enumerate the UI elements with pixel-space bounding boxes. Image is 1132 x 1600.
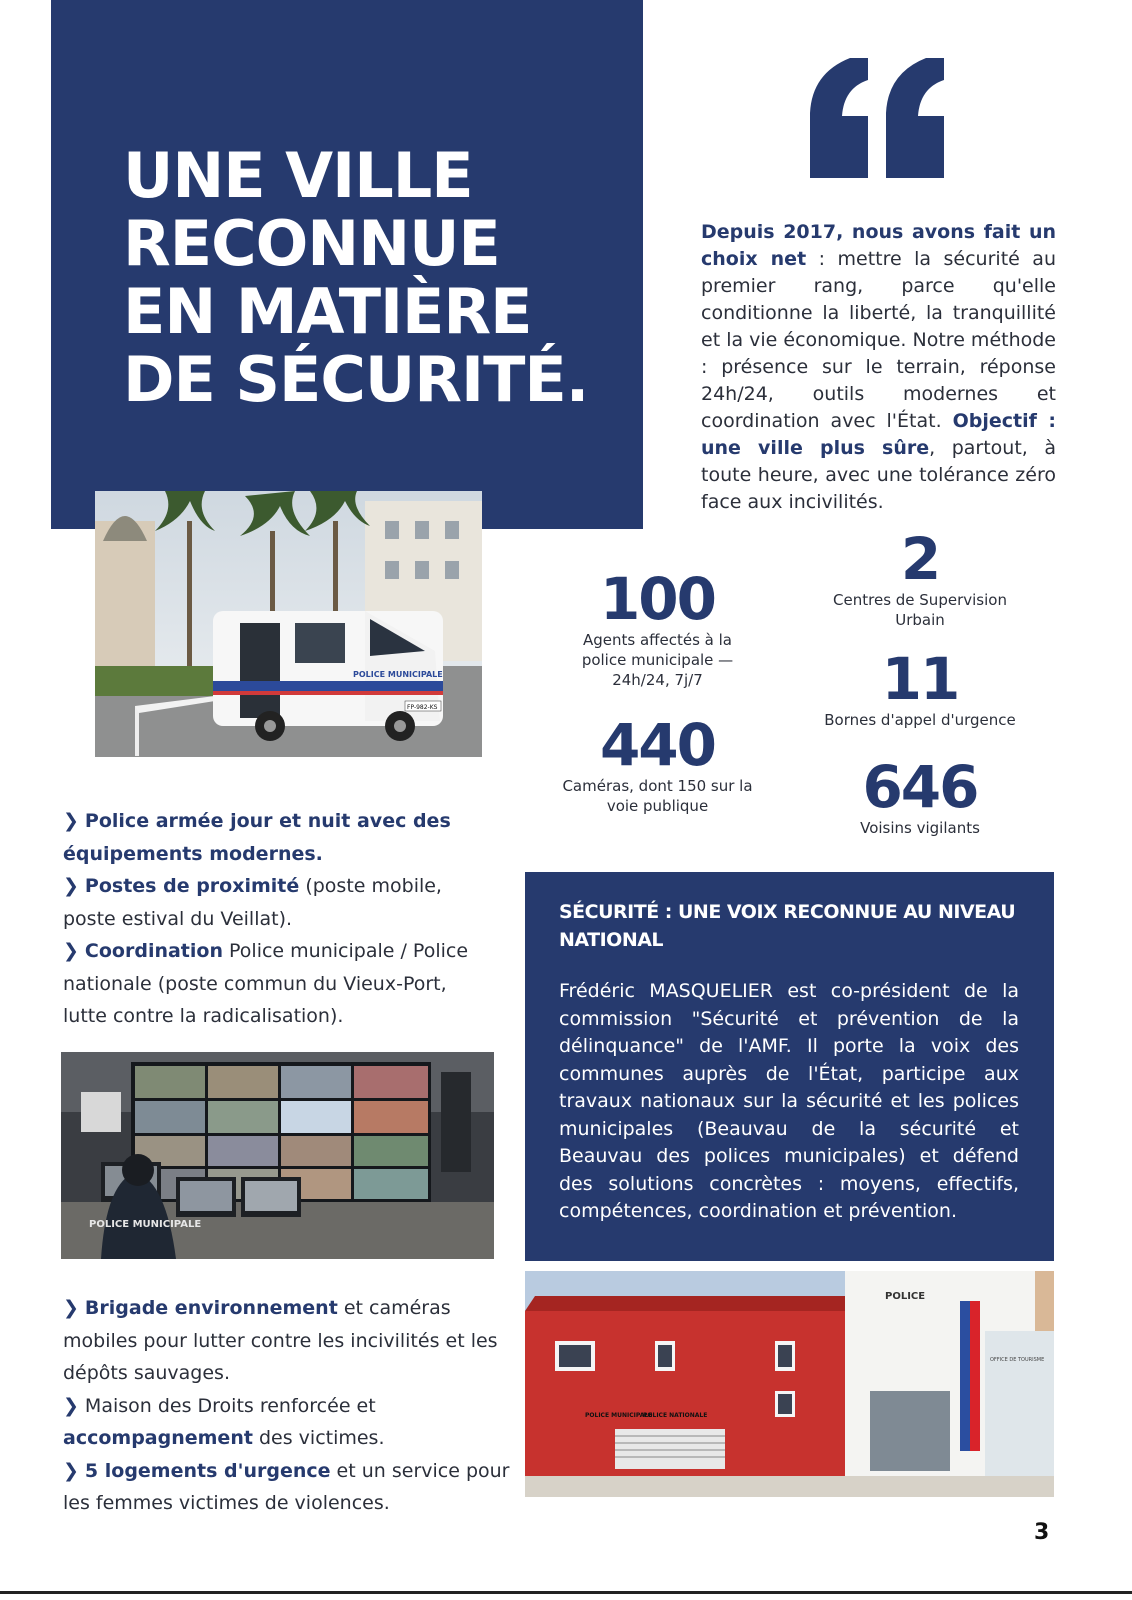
stat-value: 11: [881, 645, 959, 713]
station-label-municipale: POLICE MUNICIPALE: [585, 1412, 653, 1419]
stat-cameras: [555, 711, 760, 816]
list-item-text: et caméras mobiles pour lutter contre les incivilités et les dépôts sauvages.: [63, 1297, 498, 1384]
bottom-border: [0, 1591, 1132, 1594]
chevron-right-icon: ❯: [63, 1297, 79, 1319]
chevron-right-icon: ❯: [63, 1394, 79, 1417]
list-item: [63, 870, 495, 935]
stat-label: Caméras, dont 150 sur la voie publique: [562, 777, 753, 815]
stat-value: 646: [862, 753, 978, 821]
list-item-bold: Postes de proximité: [84, 875, 300, 897]
page-number: 3: [1034, 1520, 1050, 1545]
station-sign: POLICE: [885, 1291, 926, 1302]
national-title: SÉCURITÉ : UNE VOIX RECONNUE AU NIVEAU NATIONAL: [559, 901, 1016, 951]
intro-bold: Objectif : une ville plus sûre: [701, 410, 1056, 459]
stat-voisins: [820, 753, 1020, 838]
list-item-text: Police municipale / Police nationale (poste commun du Vieux-Port, lutte contre la radicalisation).: [63, 940, 469, 1027]
stat-label: Agents affectés à la police municipale — 24h/24, 7j/7: [581, 631, 734, 689]
list-item-text: des victimes.: [252, 1427, 385, 1449]
title-line: EN MATIÈRE: [123, 275, 532, 348]
quote-mark-icon: [810, 58, 945, 178]
title-line: UNE VILLE: [123, 139, 473, 212]
intro-text: , partout, à toute heure, avec une tolérance zéro face aux incivilités.: [701, 437, 1056, 513]
intro-text: : mettre la sécurité au premier rang, parce qu'elle conditionne la liberté, la tranquillité et la vie économique. Notre méthode : présence sur le terrain, réponse 24h/24, outils modernes et coordination avec l'État.: [701, 248, 1056, 432]
stat-agents: [560, 565, 755, 690]
stat-bornes: [820, 645, 1020, 730]
page-title: [123, 139, 623, 416]
chevron-right-icon: ❯: [63, 1459, 79, 1482]
police-van-photo: [95, 491, 482, 757]
title-line: RECONNUE: [123, 207, 500, 280]
list-item-text: (poste mobile, poste estival du Veillat).: [63, 875, 442, 930]
control-room-photo: [61, 1052, 494, 1259]
list-item-bold: accompagnement: [63, 1427, 253, 1449]
list-item-bold: 5 logements d'urgence: [84, 1459, 331, 1482]
station-label-nationale: POLICE NATIONALE: [643, 1412, 708, 1419]
van-label: POLICE MUNICIPALE: [353, 670, 443, 679]
list-item: [63, 1292, 518, 1390]
intro-paragraph: [701, 219, 1056, 516]
intro-bold: Depuis 2017, nous avons fait un choix net: [701, 221, 1056, 270]
title-line: DE SÉCURITÉ.: [123, 343, 589, 416]
list-item-text: Maison des Droits renforcée et: [84, 1394, 376, 1417]
stat-value: 2: [900, 525, 940, 593]
police-station-photo: [525, 1271, 1054, 1497]
chevron-right-icon: ❯: [63, 810, 79, 832]
list-item-bold: Coordination: [84, 940, 223, 962]
stat-centres: [820, 525, 1020, 630]
stat-value: 440: [599, 711, 716, 779]
office-sign: OFFICE DE TOURISME: [990, 1357, 1045, 1363]
stat-value: 100: [599, 565, 716, 633]
list-item: [63, 1455, 518, 1520]
list-item: [63, 935, 495, 1033]
measures-list-2: [63, 1292, 518, 1520]
national-body: Frédéric MASQUELIER est co-président de la commission "Sécurité et prévention de la délinquance" de l'AMF. Il porte la voix des communes auprès de l'État, participe aux travaux nationaux sur la sécurité et les polices municipales (Beauvau de la sécurité et Beauvau des polices municipales) et défend des solutions concrètes : moyens, effectifs, compétences, coordination et prévention.: [559, 980, 1019, 1222]
list-item: [63, 805, 495, 870]
chevron-right-icon: ❯: [63, 875, 79, 897]
national-voice-box: [525, 872, 1054, 1261]
list-item-bold: Brigade environnement: [84, 1297, 338, 1319]
uniform-label: POLICE MUNICIPALE: [89, 1219, 202, 1230]
stat-label: Bornes d'appel d'urgence: [824, 711, 1016, 729]
van-plate: FP-982-KS: [407, 704, 438, 711]
list-item-bold: Police armée jour et nuit avec des équipements modernes.: [63, 810, 451, 865]
list-item-text: et un service pour les femmes victimes de violences.: [63, 1459, 510, 1514]
measures-list-1: [63, 805, 495, 1033]
title-block: [51, 0, 643, 529]
list-item: [63, 1390, 518, 1455]
stat-label: Centres de Supervision Urbain: [833, 591, 1007, 629]
stat-label: Voisins vigilants: [860, 819, 980, 837]
chevron-right-icon: ❯: [63, 940, 79, 962]
